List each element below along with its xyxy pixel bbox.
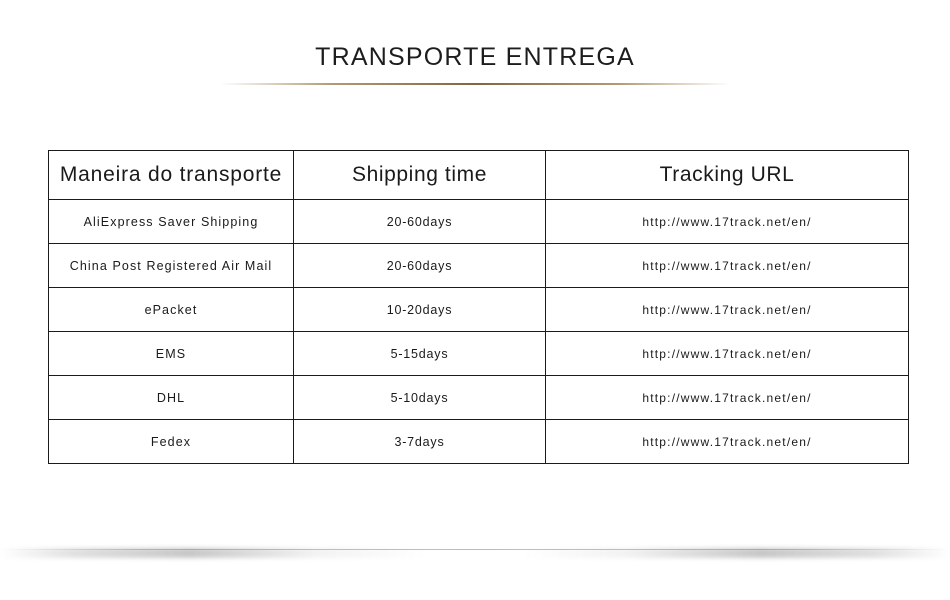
cell-shipping-time: 5-10days xyxy=(294,376,546,420)
cell-tracking-url: http://www.17track.net/en/ xyxy=(546,288,909,332)
cell-tracking-url: http://www.17track.net/en/ xyxy=(546,376,909,420)
cell-method: DHL xyxy=(49,376,294,420)
table-header-row xyxy=(49,151,909,200)
table-row xyxy=(49,200,909,244)
shipping-table xyxy=(48,150,909,464)
cell-tracking-url: http://www.17track.net/en/ xyxy=(546,244,909,288)
cell-shipping-time: 20-60days xyxy=(294,244,546,288)
cell-shipping-time: 3-7days xyxy=(294,420,546,464)
table-row xyxy=(49,244,909,288)
column-header-shipping-time: Shipping time xyxy=(294,151,546,200)
page-title: TRANSPORTE ENTREGA xyxy=(315,43,635,71)
cell-tracking-url: http://www.17track.net/en/ xyxy=(546,332,909,376)
table-row xyxy=(49,376,909,420)
cell-method: EMS xyxy=(49,332,294,376)
cell-method: Fedex xyxy=(49,420,294,464)
cell-method: China Post Registered Air Mail xyxy=(49,244,294,288)
cell-shipping-time: 10-20days xyxy=(294,288,546,332)
page-title-block xyxy=(0,44,950,85)
shipping-table-body xyxy=(49,151,909,464)
column-header-method: Maneira do transporte xyxy=(49,151,294,200)
table-row xyxy=(49,288,909,332)
cell-tracking-url: http://www.17track.net/en/ xyxy=(546,420,909,464)
footer-shadow xyxy=(0,548,950,558)
cell-method: AliExpress Saver Shipping xyxy=(49,200,294,244)
table-row xyxy=(49,332,909,376)
cell-tracking-url: http://www.17track.net/en/ xyxy=(546,200,909,244)
table-row xyxy=(49,420,909,464)
title-divider xyxy=(220,83,730,85)
shipping-table-container xyxy=(48,150,908,464)
column-header-tracking-url: Tracking URL xyxy=(546,151,909,200)
cell-method: ePacket xyxy=(49,288,294,332)
cell-shipping-time: 5-15days xyxy=(294,332,546,376)
cell-shipping-time: 20-60days xyxy=(294,200,546,244)
